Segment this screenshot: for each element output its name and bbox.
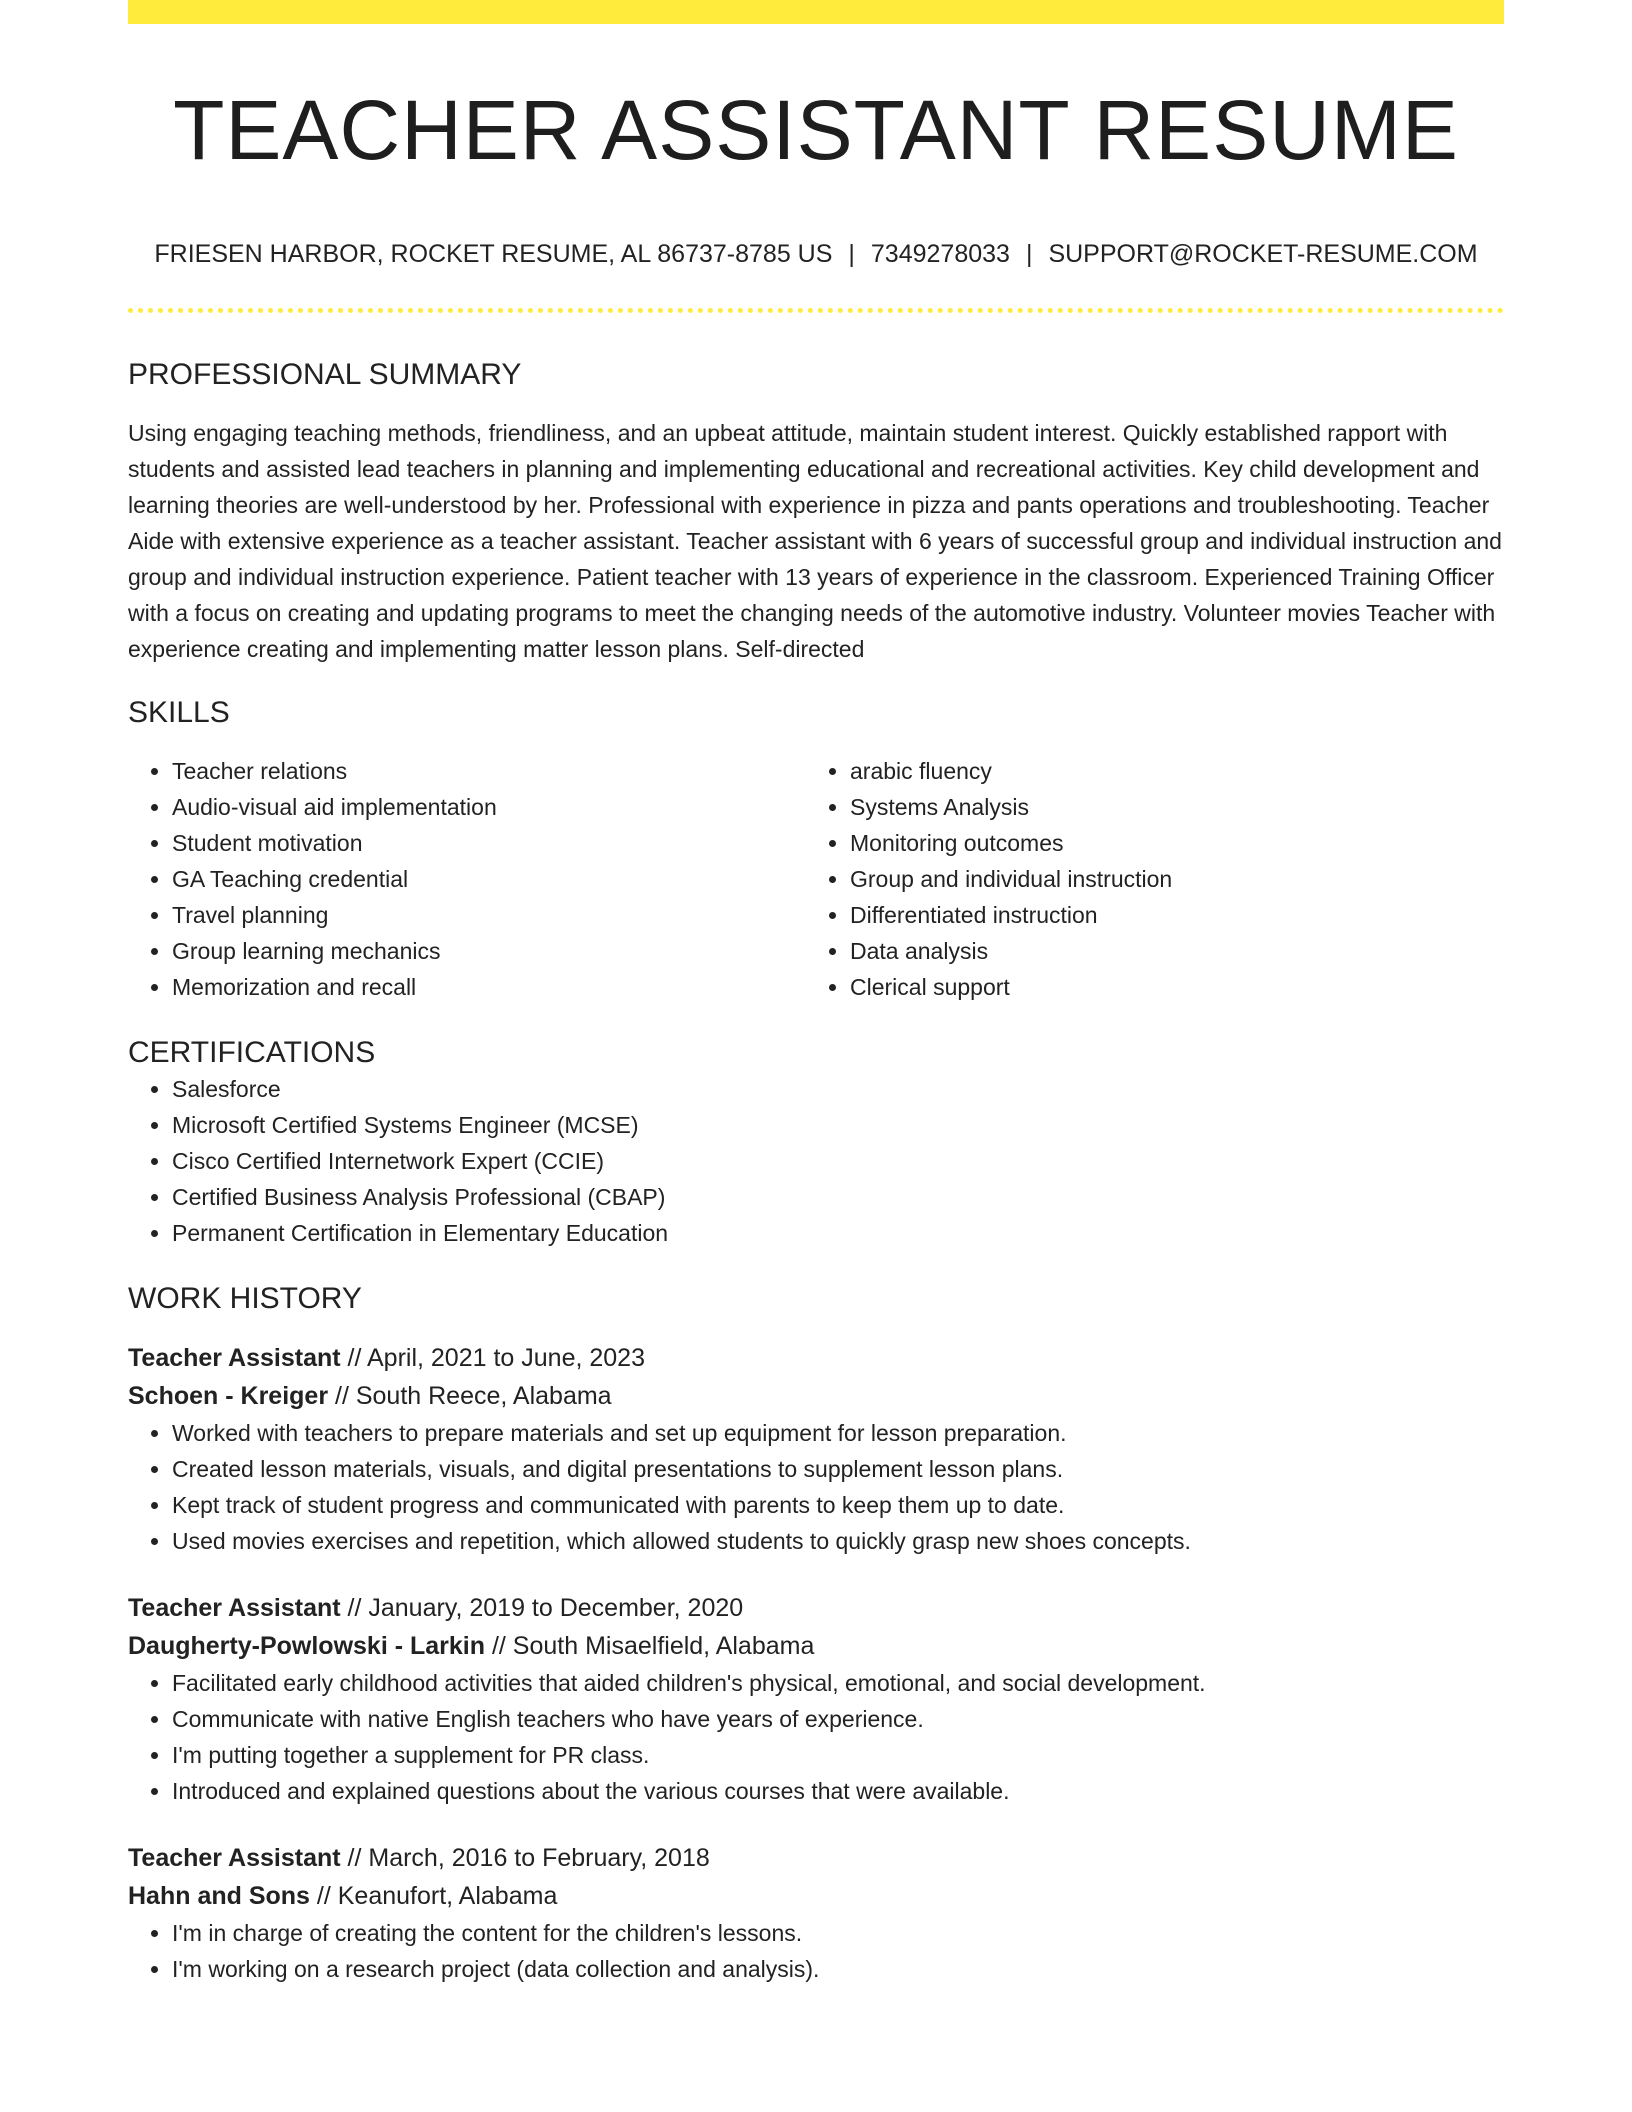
job-company: Schoen - Kreiger — [128, 1382, 329, 1410]
work-history-heading: WORK HISTORY — [128, 1282, 362, 1315]
certifications-heading: CERTIFICATIONS — [128, 1036, 376, 1069]
job-dates: // March, 2016 to February, 2018 — [340, 1844, 710, 1872]
skill-item: • Group and individual instruction — [850, 861, 1484, 897]
certifications-list — [128, 1071, 1504, 1251]
contact-separator: | — [848, 240, 855, 268]
job-title-line — [128, 1339, 1504, 1377]
job-role: Teacher Assistant — [128, 1344, 341, 1372]
skill-item: • Clerical support — [850, 969, 1484, 1005]
skills-left-column — [128, 753, 806, 1005]
contact-address: FRIESEN HARBOR, ROCKET RESUME, AL 86737-8785 US — [154, 240, 833, 268]
job-company-line — [128, 1627, 1504, 1665]
skills-right-column — [806, 753, 1484, 1005]
job-bullet: • Facilitated early childhood activities that aided children's physical, emotional, and social development. — [172, 1665, 1504, 1701]
skills-grid — [128, 753, 1504, 1005]
job-bullet: • I'm working on a research project (data collection and analysis). — [172, 1951, 1504, 1987]
contact-email: SUPPORT@ROCKET-RESUME.COM — [1048, 240, 1478, 268]
job-title-line — [128, 1839, 1504, 1877]
skill-item: • GA Teaching credential — [172, 861, 806, 897]
certification-item: • Certified Business Analysis Professional (CBAP) — [172, 1179, 1504, 1215]
job-entry — [128, 1339, 1504, 1559]
contact-separator: | — [1025, 240, 1033, 268]
skills-heading: SKILLS — [128, 696, 230, 729]
skill-item: • Group learning mechanics — [172, 933, 806, 969]
job-company: Hahn and Sons — [128, 1882, 310, 1910]
job-company: Daugherty-Powlowski - Larkin — [128, 1632, 486, 1660]
job-bullet: • I'm putting together a supplement for PR class. — [172, 1737, 1504, 1773]
job-bullet: • Kept track of student progress and communicated with parents to keep them up to date. — [172, 1487, 1504, 1523]
job-role: Teacher Assistant — [128, 1844, 341, 1872]
skills-right-list — [806, 753, 1484, 1005]
certification-item: • Cisco Certified Internetwork Expert (CCIE) — [172, 1143, 1504, 1179]
job-bullet: • Communicate with native English teachers who have years of experience. — [172, 1701, 1504, 1737]
skill-item: • Audio-visual aid implementation — [172, 789, 806, 825]
skill-item: • Travel planning — [172, 897, 806, 933]
job-title-line — [128, 1589, 1504, 1627]
resume-title: TEACHER ASSISTANT RESUME — [173, 83, 1459, 177]
job-company-line — [128, 1877, 1504, 1915]
skill-item: • Memorization and recall — [172, 969, 806, 1005]
job-bullet: • I'm in charge of creating the content for the children's lessons. — [172, 1915, 1504, 1951]
job-bullet: • Created lesson materials, visuals, and digital presentations to supplement lesson plans. — [172, 1451, 1504, 1487]
job-location: // South Reece, Alabama — [328, 1382, 612, 1410]
job-bullet: • Worked with teachers to prepare materials and set up equipment for lesson preparation. — [172, 1415, 1504, 1451]
job-dates: // January, 2019 to December, 2020 — [340, 1594, 744, 1622]
skill-item: • arabic fluency — [850, 753, 1484, 789]
summary-text: Using engaging teaching methods, friendliness, and an upbeat attitude, maintain student interest. Quickly established rapport with students and assisted lead teachers in planning and implementing educational and recreational activities. Key child development and learning theories are well-understood by her. Professional with experience in pizza and pants operations and troubleshooting. Teacher Aide with extensive experience as a teacher assistant. Teacher assistant with 6 years of successful group and individual instruction and group and individual instruction experience. Patient teacher with 13 years of experience in the classroom. Experienced Training Officer with a focus on creating and updating programs to meet the changing needs of the automotive industry. Volunteer movies Teacher with experience creating and implementing matter lesson plans. Self-directed — [128, 420, 1502, 662]
job-company-line — [128, 1377, 1504, 1415]
skill-item: • Data analysis — [850, 933, 1484, 969]
job-bullet: • Introduced and explained questions about the various courses that were available. — [172, 1773, 1504, 1809]
job-role: Teacher Assistant — [128, 1594, 341, 1622]
certification-item: • Permanent Certification in Elementary Education — [172, 1215, 1504, 1251]
skill-item: • Differentiated instruction — [850, 897, 1484, 933]
job-location: // Keanufort, Alabama — [309, 1882, 558, 1910]
job-bullet: • Used movies exercises and repetition, which allowed students to quickly grasp new shoes concepts. — [172, 1523, 1504, 1559]
contact-line — [128, 238, 1504, 270]
accent-top-bar — [128, 0, 1504, 24]
certification-item: • Microsoft Certified Systems Engineer (MCSE) — [172, 1107, 1504, 1143]
job-dates: // April, 2021 to June, 2023 — [340, 1344, 645, 1372]
skill-item: • Systems Analysis — [850, 789, 1484, 825]
job-entry — [128, 1589, 1504, 1809]
skill-item: • Student motivation — [172, 825, 806, 861]
skill-item: • Monitoring outcomes — [850, 825, 1484, 861]
job-bullets — [128, 1415, 1504, 1559]
skills-left-list — [128, 753, 806, 1005]
job-location: // South Misaelfield, Alabama — [485, 1632, 815, 1660]
summary-heading: PROFESSIONAL SUMMARY — [128, 358, 522, 391]
certification-item: • Salesforce — [172, 1071, 1504, 1107]
job-bullets — [128, 1665, 1504, 1809]
skill-item: • Teacher relations — [172, 753, 806, 789]
contact-phone: 7349278033 — [870, 240, 1010, 268]
job-bullets — [128, 1915, 1504, 1987]
job-entry — [128, 1839, 1504, 1987]
resume-page — [128, 0, 1504, 1987]
dotted-divider — [128, 308, 1504, 313]
